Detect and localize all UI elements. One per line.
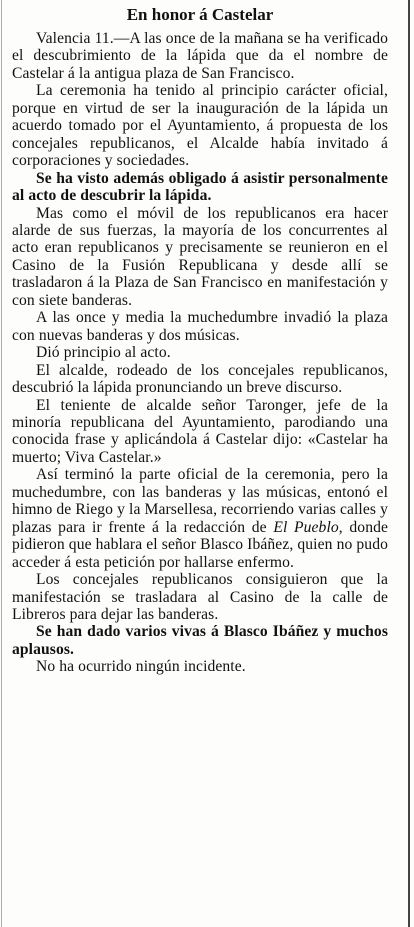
column-rule-left	[1, 0, 2, 927]
article	[12, 4, 388, 676]
paragraph-10: Los concejales republicanos consiguieron que la manifestación se trasladara al Casino de la calle de Libreros para dejar las banderas.	[12, 571, 388, 623]
paragraph-6: Dió principio al acto.	[36, 344, 171, 362]
dateline: Valencia 11.—	[36, 30, 130, 47]
paragraph-7: El alcalde, rodeado de los concejales republicanos, descubrió la lápida pronunciando un breve discurso.	[12, 361, 388, 397]
newspaper-name: El Pueblo	[273, 518, 339, 536]
paragraph-4: Mas como el móvil de los republicanos era hacer alarde de sus fuerzas, la mayoría de los concurrentes al acto eran republicanos y precisamente se reunieron en el Casino de la Fusión Republicana y desde allí se trasladaron á la Plaza de San Francisco en manifestación y con siete banderas.	[12, 204, 388, 309]
column-rule-right	[408, 0, 410, 927]
paragraph-9-text-b: , donde pidieron que hablara el señor Blasco Ibáñez, quien no pudo acceder á esta petición por hallarse enfermo.	[12, 518, 389, 571]
paragraph-1	[12, 30, 388, 82]
paragraph-8: El teniente de alcalde señor Taronger, jefe de la minoría republicana del Ayuntamiento, parodiando una conocida frase y aplicándola á Castelar dijo: «Castelar ha muerto; Viva Castelar.»	[12, 396, 388, 466]
paragraph-3: Se ha visto además obligado á asistir personalmente al acto de descubrir la lápida.	[12, 169, 388, 205]
paragraph-1-text: A las once de la mañana se ha verificado el descubrimiento de la lápida que da el nombre de Castelar á la antigua plaza de San Francisco.	[12, 30, 388, 82]
paragraph-12: No ha ocurrido ningún incidente.	[36, 658, 246, 676]
paragraph-11: Se han dado varios vivas á Blasco Ibáñez y muchos aplausos.	[12, 623, 388, 658]
paragraph-2: La ceremonia ha tenido al principio carácter oficial, porque en virtud de ser la inauguración de la lápida un acuerdo tomado por el Ayuntamiento, á propuesta de los concejales republicanos, el Alcalde había invitado á corporaciones y sociedades.	[12, 82, 388, 170]
paragraph-9	[12, 466, 388, 571]
paragraph-5: A las once y media la muchedumbre invadió la plaza con nuevas banderas y dos músicas.	[12, 309, 388, 344]
headline: En honor á Castelar	[126, 5, 274, 24]
paragraph-9-text-a: Así terminó la parte oficial de la ceremonia, pero la muchedumbre, con las banderas y las músicas, entonó el himno de Riego y la Marsellesa, recorriendo varias calles y plazas para ir frente á la redacción de	[12, 466, 388, 536]
